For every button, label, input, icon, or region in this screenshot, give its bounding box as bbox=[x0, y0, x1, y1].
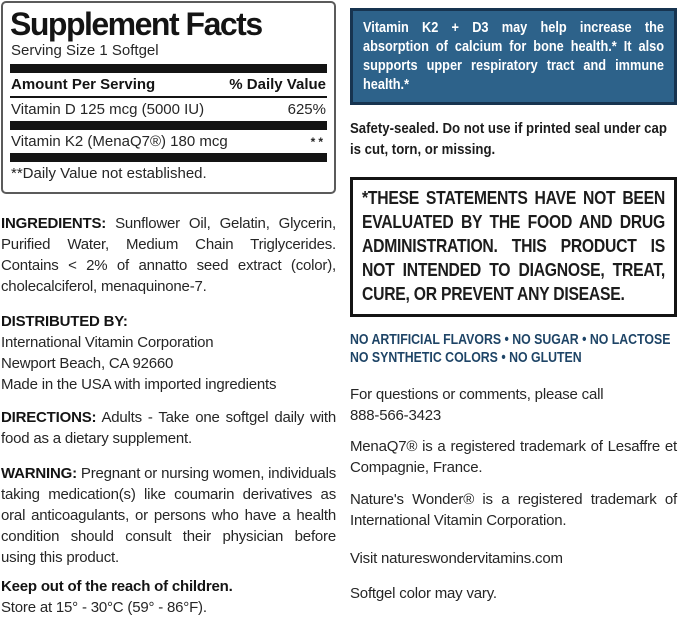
supplement-facts-panel bbox=[1, 1, 336, 194]
made-in-usa-note: Made in the USA with imported ingredients bbox=[1, 376, 277, 393]
distributed-by-label: DISTRIBUTED BY: bbox=[1, 313, 128, 330]
fda-disclaimer-text: *THESE STATEMENTS HAVE NOT BEEN EVALUATED BY THE FOOD AND DRUG ADMINISTRATION. THIS PRODUCT IS NOT INTENDED TO DIAGNOSE, TREAT, CURE, OR PREVENT ANY DISEASE. bbox=[362, 187, 665, 304]
daily-value-header: % Daily Value bbox=[229, 76, 326, 93]
ingredients-paragraph bbox=[1, 213, 336, 297]
table-header bbox=[10, 73, 327, 96]
contact-text: For questions or comments, please call bbox=[350, 386, 604, 403]
left-column bbox=[1, 1, 336, 618]
divider-bar bbox=[10, 121, 327, 130]
storage-temperature-note: Store at 15° - 30°C (59° - 86°F). bbox=[1, 599, 207, 616]
amount-per-serving-header: Amount Per Serving bbox=[11, 76, 156, 93]
menaq7-trademark-note: MenaQ7® is a registered trademark of Lesaffre et Compagnie, France. bbox=[350, 438, 677, 476]
warning-paragraph bbox=[1, 463, 336, 568]
directions-text: Adults - Take one softgel daily with food as a dietary supplement. bbox=[1, 409, 336, 447]
fda-disclaimer-box bbox=[350, 177, 677, 317]
website-note: Visit natureswondervitamins.com bbox=[350, 550, 563, 567]
free-from-claims-line1: NO ARTIFICIAL FLAVORS • NO SUGAR • NO LACTOSE bbox=[350, 332, 671, 348]
warning-label: WARNING: bbox=[1, 465, 77, 482]
right-column bbox=[350, 1, 677, 618]
serving-size: Serving Size 1 Softgel bbox=[11, 42, 159, 59]
phone-number: 888-566-3423 bbox=[350, 407, 442, 424]
table-row bbox=[10, 98, 327, 121]
natures-wonder-trademark-note: Nature's Wonder® is a registered trademark of International Vitamin Corporation. bbox=[350, 491, 677, 529]
table-row bbox=[10, 130, 327, 153]
divider-bar bbox=[10, 153, 327, 162]
ingredients-label: INGREDIENTS: bbox=[1, 215, 107, 232]
free-from-claims-line2: NO SYNTHETIC COLORS • NO GLUTEN bbox=[350, 349, 582, 366]
softgel-color-note: Softgel color may vary. bbox=[350, 585, 497, 602]
daily-value-footnote: **Daily Value not established. bbox=[11, 165, 207, 182]
benefit-claim-text: Vitamin K2 + D3 may help increase the absorption of calcium for bone health.* It also supports upper respiratory tract and immune health.* bbox=[363, 19, 665, 93]
keep-out-of-reach-note: Keep out of the reach of children. bbox=[1, 578, 233, 595]
directions-label: DIRECTIONS: bbox=[1, 409, 97, 426]
divider-bar bbox=[10, 64, 327, 73]
distributor-address: Newport Beach, CA 92660 bbox=[1, 355, 174, 372]
contact-block bbox=[350, 384, 677, 426]
warning-text: Pregnant or nursing women, individuals taking medication(s) like coumarin derivatives as oral anticoagulants, or persons who have a health condition should consult their physician before using this product. bbox=[1, 465, 337, 566]
ingredients-text: Sunflower Oil, Gelatin, Glycerin, Purified Water, Medium Chain Triglycerides. Contains < 2% of annatto seed extract (color), cholecalciferol, menaquinone-7. bbox=[1, 215, 336, 295]
free-from-claims bbox=[350, 332, 677, 367]
nutrient-daily-value: ** bbox=[310, 135, 326, 149]
directions-paragraph bbox=[1, 407, 336, 449]
benefit-claim-box bbox=[350, 8, 677, 105]
distributor-name: International Vitamin Corporation bbox=[1, 334, 214, 351]
nutrient-name: Vitamin D 125 mcg (5000 IU) bbox=[11, 101, 205, 118]
nutrient-name: Vitamin K2 (MenaQ7®) 180 mcg bbox=[11, 133, 228, 150]
safety-seal-warning: Safety-sealed. Do not use if printed seal under cap is cut, torn, or missing. bbox=[350, 120, 667, 158]
panel-title: Supplement Facts bbox=[10, 6, 262, 42]
nutrient-daily-value: 625% bbox=[287, 101, 326, 118]
distributed-by-block bbox=[1, 311, 336, 395]
storage-block bbox=[1, 576, 336, 618]
